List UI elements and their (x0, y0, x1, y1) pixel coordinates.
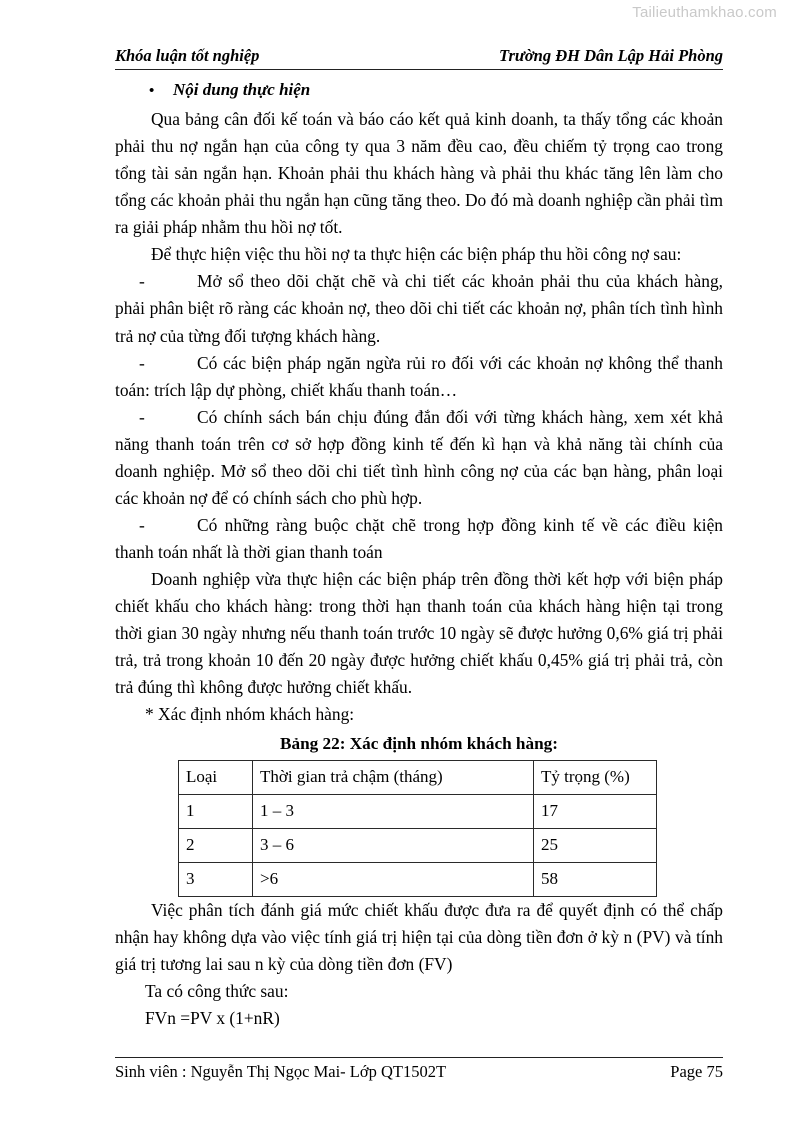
table-cell-tytrong: 17 (534, 794, 657, 828)
table-cell-thoigian: >6 (253, 862, 534, 896)
dash-item-3 (115, 404, 723, 512)
table-header-cell-thoigian: Thời gian trả chậm (tháng) (253, 760, 534, 794)
dash-item-2 (115, 350, 723, 404)
paragraph-5: Việc phân tích đánh giá mức chiết khấu được đưa ra để quyết định có thể chấp nhận hay không dựa vào việc tính giá trị hiện tại của dòng tiền đơn ở kỳ n (PV) và tính giá trị tương lai sau n kỳ của dòng tiền đơn (FV) (115, 899, 723, 975)
table-cell-tytrong: 58 (534, 862, 657, 896)
dash-marker: - (139, 271, 145, 292)
dash-marker: - (139, 514, 145, 535)
table-row (179, 794, 657, 828)
table-cell-tytrong: 25 (534, 828, 657, 862)
table-cell-loai: 3 (179, 862, 253, 896)
paragraph-2: Để thực hiện việc thu hồi nợ ta thực hiện các biện pháp thu hồi công nợ sau: (151, 244, 682, 265)
footer-page-number: Page 75 (670, 1062, 723, 1081)
table-cell-thoigian: 3 – 6 (253, 828, 534, 862)
paragraph-6: Ta có công thức sau: (145, 981, 289, 1002)
table-caption: Bảng 22: Xác định nhóm khách hàng: (280, 734, 558, 754)
footer-student-info: Sinh viên : Nguyễn Thị Ngọc Mai- Lớp QT1502T (115, 1062, 447, 1081)
dash-item-4 (115, 512, 723, 566)
dash-marker: - (139, 352, 145, 373)
table-cell-thoigian: 1 – 3 (253, 794, 534, 828)
header-left-title: Khóa luận tốt nghiệp (115, 46, 260, 65)
table-cell-loai: 1 (179, 794, 253, 828)
dash-item-1 (115, 268, 723, 349)
table-wrapper (115, 760, 723, 897)
dash-item-4-text: Có những ràng buộc chặt chẽ trong hợp đồng kinh tế về các điều kiện thanh toán nhất là thời gian thanh toán (115, 514, 723, 562)
table-cell-loai: 2 (179, 828, 253, 862)
dash-item-1-text: Mở sổ theo dõi chặt chẽ và chi tiết các khoản phải thu của khách hàng, phải phân biệt rõ ràng các khoản nợ, theo dõi chi tiết các khoản nợ, phân tích tình hình trả nợ của từng đối tượng khách hàng. (115, 271, 723, 346)
table-row (179, 828, 657, 862)
page-content (115, 76, 723, 1032)
table-header-cell-loai: Loại (179, 760, 253, 794)
page-header (115, 46, 723, 70)
bullet-dot-icon: • (149, 83, 155, 99)
page-footer (115, 1057, 723, 1082)
bullet-heading-label: Nội dung thực hiện (173, 80, 311, 99)
paragraph-1: Qua bảng cân đối kế toán và báo cáo kết quả kinh doanh, ta thấy tổng các khoản phải thu nợ ngắn hạn của công ty qua 3 năm đều cao, đều chiếm tỷ trọng cao trong tổng tài sản ngắn hạn. Khoản phải thu khách hàng và phải thu khác tăng lên làm cho tổng các khoản phải thu ngắn hạn cũng tăng theo. Do đó mà doanh nghiệp cần phải tìm ra giải pháp nhằm thu hồi nợ tốt. (115, 109, 723, 238)
paragraph-4-subheading: * Xác định nhóm khách hàng: (145, 704, 355, 725)
dash-marker: - (139, 406, 145, 427)
dash-item-2-text: Có các biện pháp ngăn ngừa rủi ro đối với các khoản nợ không thể thanh toán: trích lập dự phòng, chiết khấu thanh toán… (115, 352, 723, 400)
dash-item-3-text: Có chính sách bán chịu đúng đắn đối với từng khách hàng, xem xét khả năng thanh toán trên cơ sở hợp đồng kinh tế đến kì hạn và khả năng tài chính của doanh nghiệp. Mở sổ theo dõi chi tiết tình hình công nợ của các bạn hàng, phân loại các khoản nợ để có chính sách cho phù hợp. (115, 406, 723, 508)
table-header-row (179, 760, 657, 794)
table-header-cell-tytrong: Tỷ trọng (%) (534, 760, 657, 794)
paragraph-7-formula: FVn =PV x (1+nR) (145, 1008, 280, 1029)
paragraph-3: Doanh nghiệp vừa thực hiện các biện pháp trên đồng thời kết hợp với biện pháp chiết khấu cho khách hàng: trong thời hạn thanh toán của khách hàng hiện tại trong thời gian 30 ngày nhưng nếu thanh toán trước 10 ngày sẽ được hưởng 0,6% giá trị phải trả, trả trong khoản 10 đến 20 ngày được hưởng chiết khấu 0,45% giá trị phải trả, còn trả đúng thì không được hưởng chiết khấu. (115, 569, 723, 698)
bullet-heading (115, 80, 723, 100)
watermark-text: Tailieuthamkhao.com (632, 4, 777, 21)
customer-group-table (178, 760, 657, 897)
table-row (179, 862, 657, 896)
header-right-title: Trường ĐH Dân Lập Hải Phòng (499, 46, 723, 65)
